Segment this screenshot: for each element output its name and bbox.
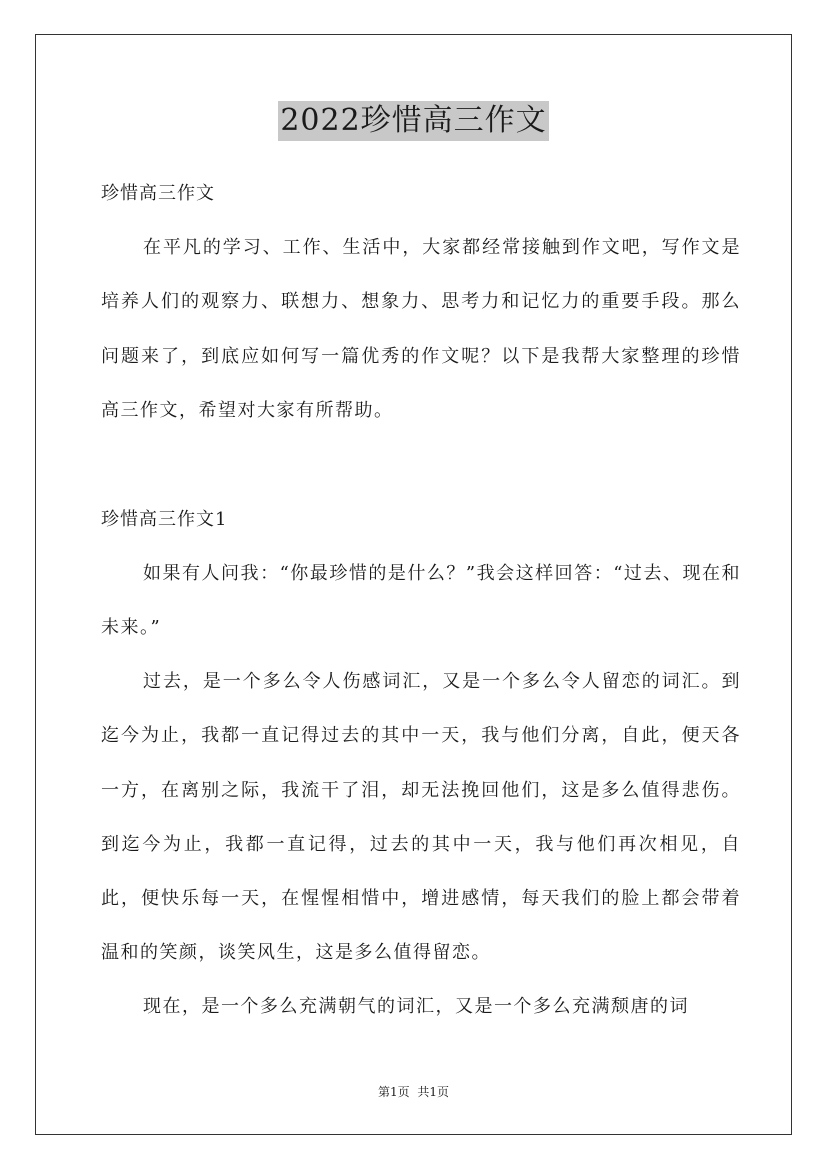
- essay-paragraph: 现在，是一个多么充满朝气的词汇，又是一个多么充满颓唐的词: [143, 996, 689, 1017]
- title-container: [0, 101, 827, 141]
- page-current: 第1页: [377, 1085, 410, 1099]
- page-footer: [0, 1083, 827, 1101]
- document-title: 2022珍惜高三作文: [278, 101, 548, 141]
- intro-paragraph: 在平凡的学习、工作、生活中，大家都经常接触到作文吧，写作文是培养人们的观察力、联想力、想象力、思考力和记忆力的重要手段。那么问题来了，到底应如何写一篇优秀的作文呢？以下是我帮大家整理的珍惜高三作文，希望对大家有所帮助。: [101, 237, 741, 421]
- page-total: 共1页: [417, 1085, 450, 1099]
- intro-heading: 珍惜高三作文: [101, 183, 215, 204]
- essay-paragraph: 过去，是一个多么令人伤感词汇，又是一个多么令人留恋的词汇。到迄今为止，我都一直记得过去的其中一天，我与他们分离，自此，便天各一方，在离别之际，我流干了泪，却无法挽回他们，这是多么值得悲伤。到迄今为止，我都一直记得，过去的其中一天，我与他们再次相见，自此，便快乐每一天，在惺惺相惜中，增进感情，每天我们的脸上都会带着温和的笑颜，谈笑风生，这是多么值得留恋。: [101, 671, 741, 964]
- essay-paragraph: 如果有人问我：“你最珍惜的是什么？”我会这样回答：“过去、现在和未来。”: [101, 563, 741, 639]
- essay-heading: 珍惜高三作文1: [101, 509, 228, 530]
